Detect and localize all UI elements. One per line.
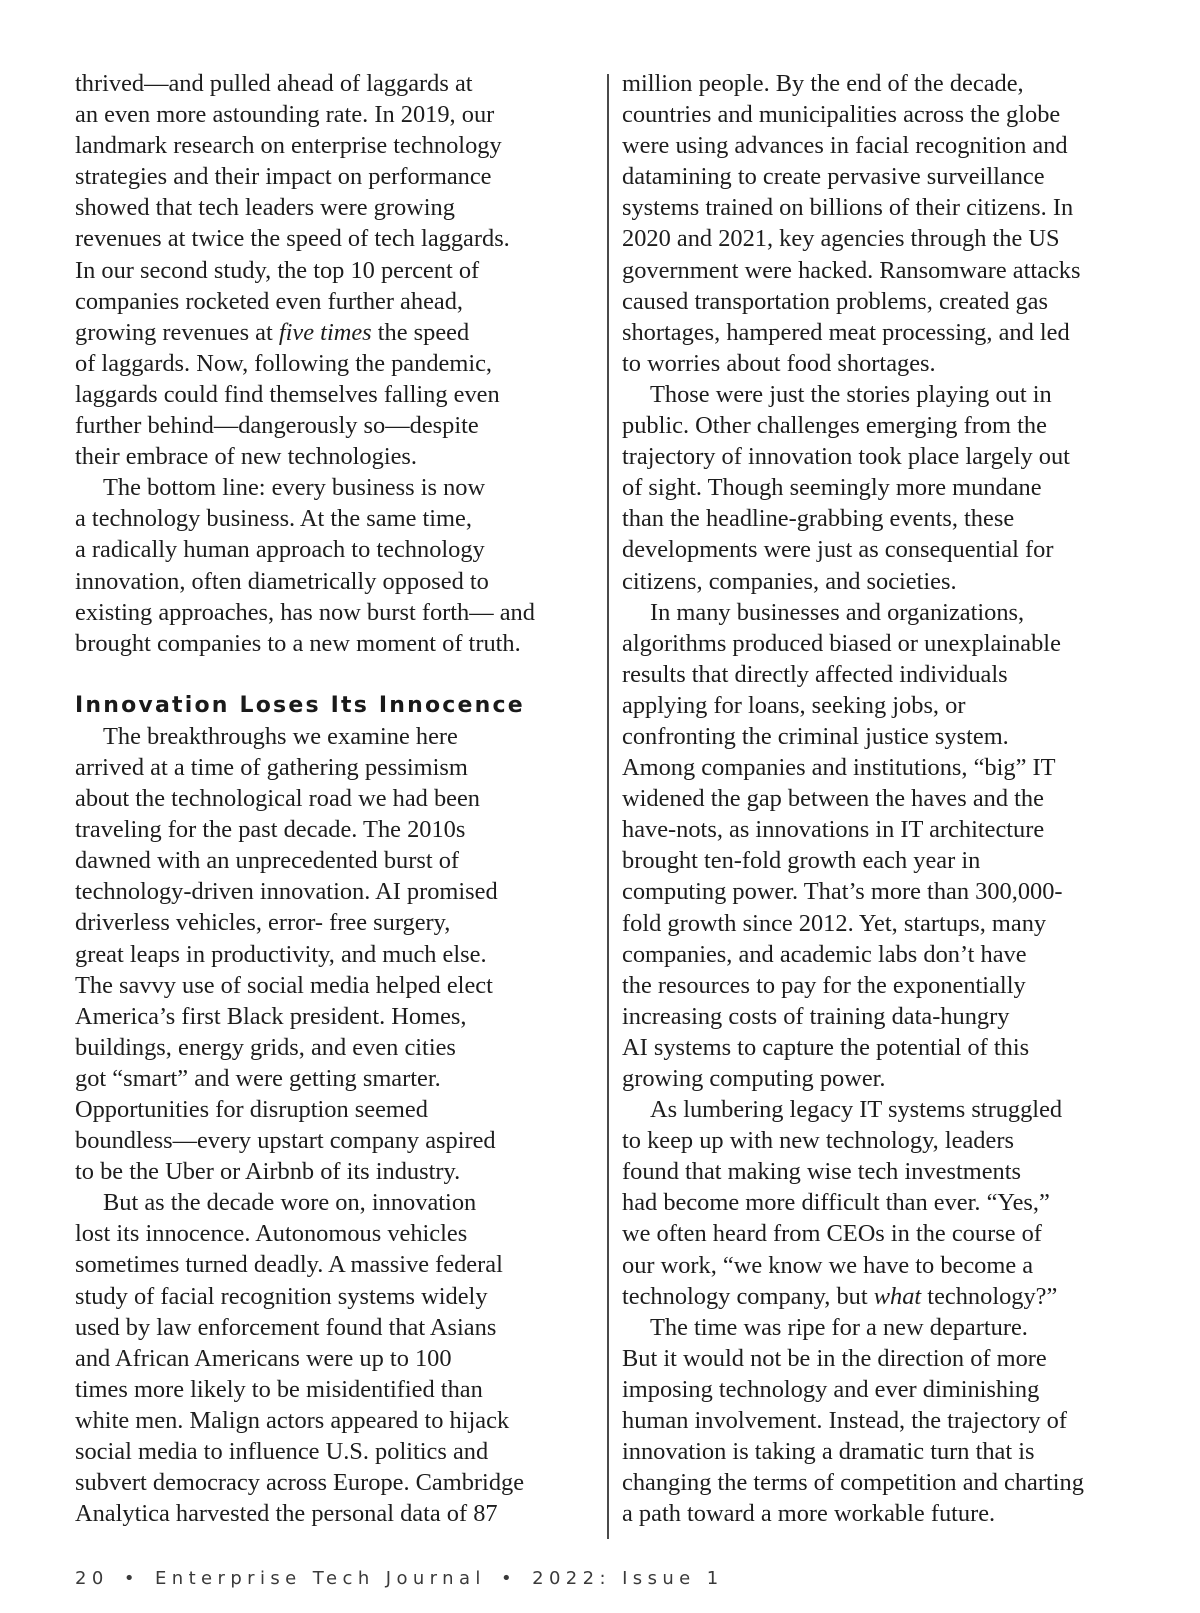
text-line: than the headline-grabbing events, these	[622, 505, 1015, 533]
emphasis-text: what	[873, 1282, 922, 1310]
paragraph	[622, 379, 1147, 597]
text-line: million people. By the end of the decade,	[622, 70, 1024, 97]
text-line: traveling for the past decade. The 2010s	[75, 816, 466, 844]
text-line: got “smart” and were getting smarter.	[75, 1064, 441, 1092]
text-line: applying for loans, seeking jobs, or	[622, 691, 966, 719]
page-number: 20	[75, 1568, 109, 1589]
text-line: we often heard from CEOs in the course of	[622, 1220, 1042, 1248]
text-line: changing the terms of competition and charting	[622, 1469, 1084, 1497]
text-line: government were hacked. Ransomware attacks	[622, 256, 1081, 284]
text-line: In our second study, the top 10 percent of	[75, 256, 480, 284]
text-line: innovation is taking a dramatic turn that is	[622, 1438, 1035, 1466]
paragraph	[622, 597, 1147, 1095]
text-line: But it would not be in the direction of more	[622, 1344, 1047, 1372]
text-line: have-nots, as innovations in IT architecture	[622, 816, 1045, 844]
page-footer	[75, 1568, 724, 1589]
column-divider	[607, 74, 609, 1539]
text-line: AI systems to capture the potential of this	[622, 1033, 1030, 1061]
text-line: developments were just as consequential for	[622, 536, 1054, 564]
text-line: algorithms produced biased or unexplainable	[622, 629, 1061, 657]
bullet-separator: •	[500, 1568, 517, 1589]
text-line: revenues at twice the speed of tech laggards.	[75, 225, 510, 253]
text-line: companies rocketed even further ahead,	[75, 287, 464, 315]
text-line: The breakthroughs we examine here	[103, 722, 458, 750]
text-line: about the technological road we had been	[75, 785, 480, 813]
paragraph	[622, 1094, 1147, 1312]
text-line: to be the Uber or Airbnb of its industry.	[75, 1158, 461, 1186]
text-line: times more likely to be misidentified than	[75, 1375, 483, 1403]
paragraph	[622, 68, 1147, 379]
text-line: found that making wise tech investments	[622, 1158, 1021, 1186]
text-line: had become more difficult than ever. “Yes,”	[622, 1189, 1050, 1217]
text-line: brought ten-fold growth each year in	[622, 847, 981, 875]
text-line: As lumbering legacy IT systems struggled	[650, 1096, 1063, 1124]
text-line: social media to influence U.S. politics and	[75, 1438, 489, 1466]
text-line: arrived at a time of gathering pessimism	[75, 753, 468, 781]
text-line: study of facial recognition systems widely	[75, 1282, 488, 1310]
emphasis-text: five times	[278, 318, 372, 346]
text-line: of laggards. Now, following the pandemic,	[75, 349, 493, 377]
text-line: trajectory of innovation took place largely out	[622, 443, 1070, 471]
publication-name: Enterprise Tech Journal	[155, 1568, 486, 1589]
text-line: dawned with an unprecedented burst of	[75, 847, 460, 875]
text-line: results that directly affected individuals	[622, 660, 1008, 688]
text-line: were using advances in facial recognition and	[622, 132, 1068, 160]
paragraph	[75, 1187, 595, 1529]
text-line: fold growth since 2012. Yet, startups, many	[622, 909, 1047, 937]
text-line: further behind—dangerously so—despite	[75, 412, 479, 440]
text-run: growing revenues at	[75, 318, 279, 346]
text-line: brought companies to a new moment of truth.	[75, 629, 521, 657]
text-line: showed that tech leaders were growing	[75, 194, 455, 222]
text-line: America’s first Black president. Homes,	[75, 1002, 467, 1030]
text-line: laggards could find themselves falling even	[75, 380, 500, 408]
text-line: But as the decade wore on, innovation	[103, 1189, 477, 1217]
text-line: technology-driven innovation. AI promised	[75, 878, 498, 906]
text-line: strategies and their impact on performance	[75, 163, 492, 191]
text-line: used by law enforcement found that Asians	[75, 1313, 497, 1341]
text-line: In many businesses and organizations,	[650, 598, 1025, 626]
text-line: our work, “we know we have to become a	[622, 1251, 1034, 1279]
text-line: shortages, hampered meat processing, and led	[622, 318, 1070, 346]
bullet-separator: •	[123, 1568, 140, 1589]
right-column	[622, 68, 1147, 1529]
text-line: an even more astounding rate. In 2019, our	[75, 101, 495, 129]
text-line: The time was ripe for a new departure.	[650, 1313, 1028, 1341]
text-line: Opportunities for disruption seemed	[75, 1096, 428, 1123]
text-line: The bottom line: every business is now	[103, 474, 486, 502]
issue-label: 2022: Issue 1	[532, 1568, 724, 1589]
text-line	[622, 1281, 1147, 1312]
text-line: lost its innocence. Autonomous vehicles	[75, 1220, 468, 1248]
text-line	[75, 317, 595, 348]
paragraph	[622, 1312, 1147, 1530]
text-line: innovation, often diametrically opposed to	[75, 567, 489, 595]
text-line: a path toward a more workable future.	[622, 1500, 996, 1528]
text-line: and African Americans were up to 100	[75, 1344, 452, 1372]
text-line: countries and municipalities across the globe	[622, 101, 1061, 129]
text-line: caused transportation problems, created gas	[622, 287, 1049, 315]
text-line: buildings, energy grids, and even cities	[75, 1033, 456, 1061]
text-line: existing approaches, has now burst forth— and	[75, 598, 535, 626]
text-line: a radically human approach to technology	[75, 536, 485, 564]
text-line: Those were just the stories playing out in	[650, 380, 1052, 408]
text-line: a technology business. At the same time,	[75, 505, 472, 533]
text-line: Among companies and institutions, “big” IT	[622, 754, 1056, 782]
text-run: technology?”	[921, 1282, 1058, 1310]
text-line: great leaps in productivity, and much else.	[75, 940, 487, 968]
text-line: landmark research on enterprise technology	[75, 132, 502, 160]
text-line: citizens, companies, and societies.	[622, 567, 957, 595]
text-line: datamining to create pervasive surveillance	[622, 163, 1045, 191]
text-line: Analytica harvested the personal data of 87	[75, 1500, 498, 1528]
text-line: companies, and academic labs don’t have	[622, 940, 1027, 968]
left-column	[75, 68, 595, 1529]
spacer	[75, 659, 595, 690]
section-heading: Innovation Loses Its Innocence	[75, 692, 525, 718]
text-line: the resources to pay for the exponentially	[622, 971, 1026, 999]
text-line: The savvy use of social media helped elect	[75, 971, 493, 999]
text-line: boundless—every upstart company aspired	[75, 1127, 496, 1155]
text-line: thrived—and pulled ahead of laggards at	[75, 70, 473, 97]
text-line: 2020 and 2021, key agencies through the US	[622, 225, 1060, 253]
text-line: of sight. Though seemingly more mundane	[622, 474, 1042, 502]
paragraph	[75, 472, 595, 659]
text-line: white men. Malign actors appeared to hijack	[75, 1406, 510, 1434]
text-line: widened the gap between the haves and the	[622, 785, 1044, 813]
text-line: growing computing power.	[622, 1065, 886, 1092]
text-line: to worries about food shortages.	[622, 349, 936, 377]
paragraph	[75, 721, 595, 1187]
text-line: computing power. That’s more than 300,000-	[622, 878, 1063, 906]
text-line: subvert democracy across Europe. Cambridge	[75, 1469, 525, 1497]
text-line: imposing technology and ever diminishing	[622, 1375, 1040, 1403]
text-line: their embrace of new technologies.	[75, 443, 418, 471]
text-line: increasing costs of training data-hungry	[622, 1002, 1010, 1030]
text-line: human involvement. Instead, the trajectory of	[622, 1407, 1067, 1435]
text-line: confronting the criminal justice system.	[622, 722, 1009, 750]
text-run: the speed	[371, 318, 470, 346]
text-run: technology company, but	[622, 1282, 874, 1310]
text-line: sometimes turned deadly. A massive federal	[75, 1251, 503, 1279]
text-line: driverless vehicles, error- free surgery,	[75, 909, 451, 937]
text-line: systems trained on billions of their citizens. In	[622, 194, 1074, 222]
text-line: public. Other challenges emerging from the	[622, 412, 1047, 440]
text-line: to keep up with new technology, leaders	[622, 1127, 1014, 1155]
paragraph	[75, 68, 595, 472]
